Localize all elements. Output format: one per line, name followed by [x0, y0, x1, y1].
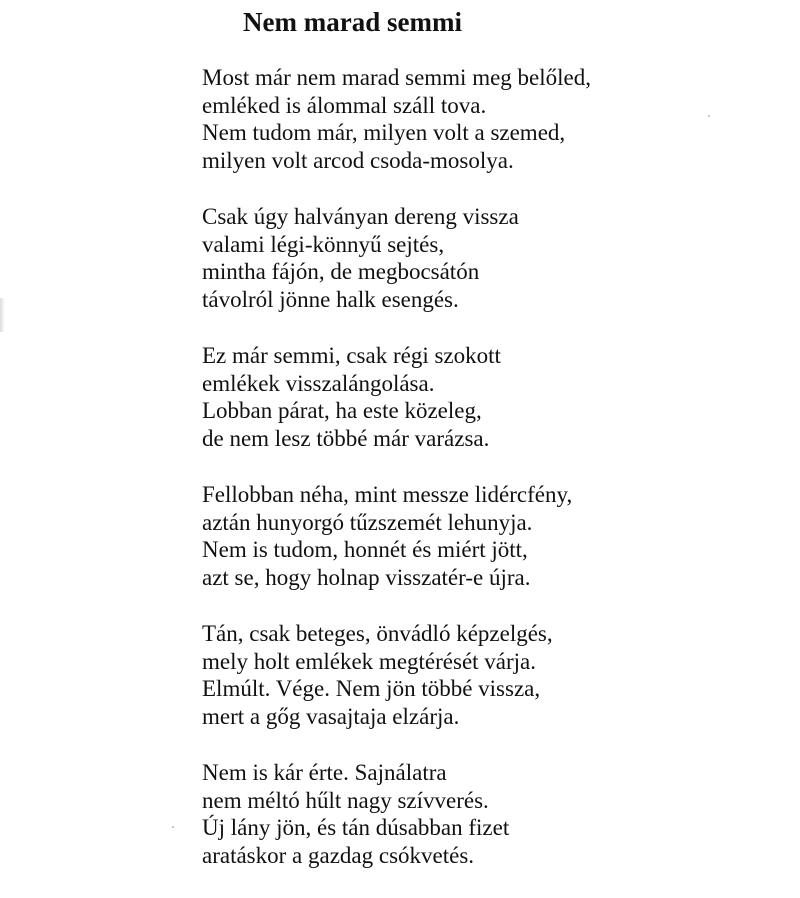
poem-line: mely holt emlékek megtérését várja.	[202, 648, 537, 674]
poem-body	[202, 64, 782, 898]
poem-line: mintha fájón, de megbocsátón	[202, 259, 480, 284]
stanza-2	[202, 203, 782, 313]
stanza-6	[202, 759, 782, 869]
scan-speck	[172, 826, 174, 828]
poem-line: emléked is álommal száll tova.	[202, 92, 487, 118]
poem-line: emlékek visszalángolása.	[202, 370, 435, 396]
poem-line: Elmúlt. Vége. Nem jön többé vissza,	[202, 676, 541, 701]
poem-line: Tán, csak beteges, önvádló képzelgés,	[202, 621, 553, 646]
poem-line: milyen volt arcod csoda-mosolya.	[202, 147, 514, 173]
poem-line: aratáskor a gazdag csókvetés.	[202, 842, 475, 868]
poem-line: mert a gőg vasajtaja elzárja.	[202, 703, 460, 729]
poem-line: Lobban párat, ha este közeleg,	[202, 398, 482, 423]
poem-line: azt se, hogy holnap visszatér-e újra.	[202, 564, 531, 590]
poem-line: Nem tudom már, milyen volt a szemed,	[202, 120, 566, 145]
poem-line: Fellobban néha, mint messze lidércfény,	[202, 482, 573, 507]
stanza-5	[202, 620, 782, 730]
poem-line: Nem is kár érte. Sajnálatra	[202, 760, 447, 785]
stanza-4	[202, 481, 782, 591]
poem-line: Új lány jön, és tán dúsabban fizet	[202, 815, 510, 840]
poem-line: aztán hunyorgó tűzszemét lehunyja.	[202, 509, 533, 535]
poem-title: Nem marad semmi	[243, 7, 462, 37]
poem-line: valami légi-könnyű sejtés,	[202, 231, 445, 257]
stanza-3	[202, 342, 782, 452]
poem-line: Ez már semmi, csak régi szokott	[202, 343, 501, 368]
poem-line: Csak úgy halványan dereng vissza	[202, 204, 519, 229]
poem-line: de nem lesz többé már varázsa.	[202, 425, 490, 451]
poem-line: Most már nem marad semmi meg belőled,	[202, 65, 591, 90]
poem-line: távolról jönne halk esengés.	[202, 286, 459, 312]
poem-line: nem méltó hűlt nagy szívverés.	[202, 787, 489, 813]
poem-line: Nem is tudom, honnét és miért jött,	[202, 537, 528, 562]
stanza-1	[202, 64, 782, 174]
scan-edge-shadow	[0, 298, 5, 332]
